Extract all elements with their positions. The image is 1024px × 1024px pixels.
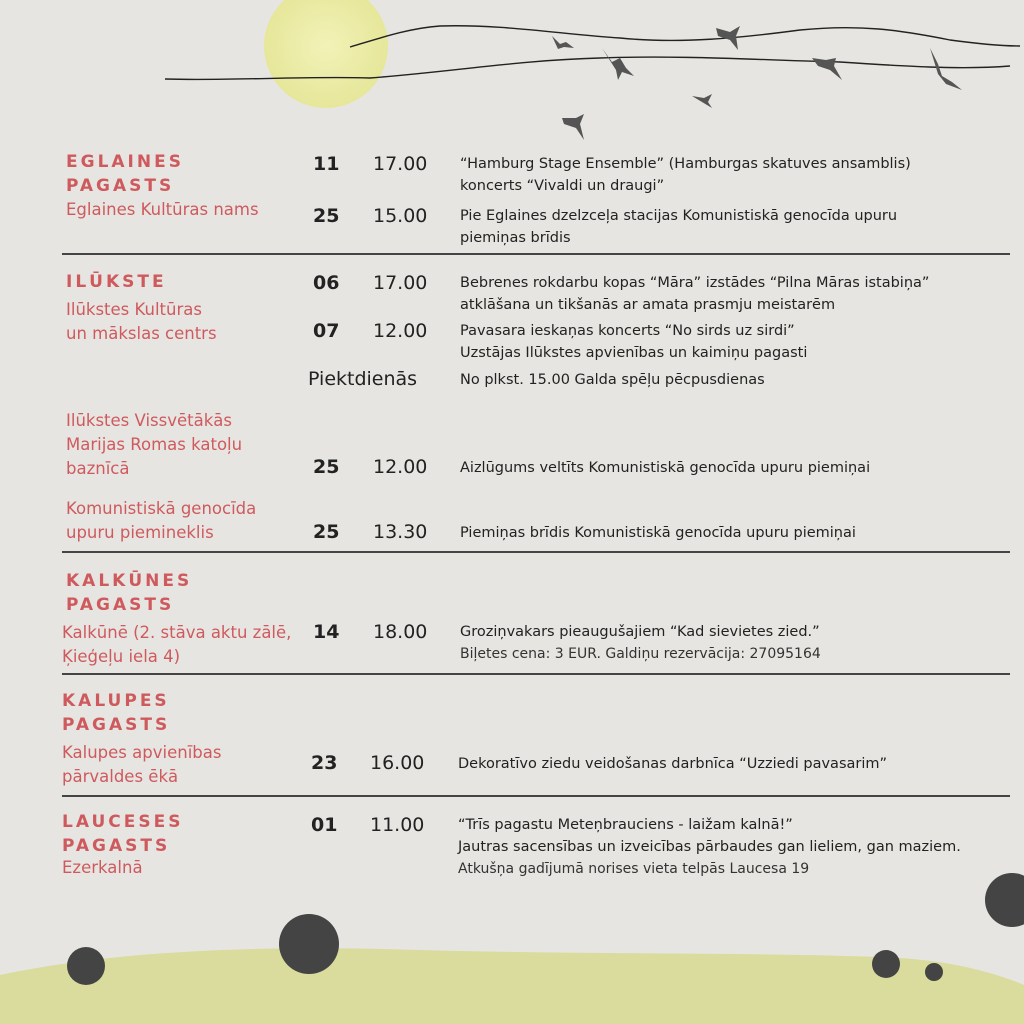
event-line: Pavasara ieskaņas koncerts “No sirds uz sirdi” [460,323,795,339]
event-description [460,205,897,249]
region-title-line: PAGASTS [66,176,175,196]
place-line: upuru piemineklis [66,523,214,542]
section-divider [62,551,1010,553]
event-line: Pie Eglaines dzelzceļa stacijas Komunistiskā genocīda upuru [460,208,898,224]
event-time: 18.00 [373,621,428,643]
event-time: 15.00 [373,205,428,227]
event-line: “Trīs pagastu Meteņbrauciens - laižam kalnā!” [458,817,793,833]
event-day: 07 [313,320,340,342]
event-day: 23 [311,752,338,774]
dot-icon [985,873,1024,927]
region-title-line: PAGASTS [66,595,175,615]
event-description [460,621,821,665]
event-description [460,320,807,364]
event-day: 25 [313,521,340,543]
event-time: 11.00 [370,814,425,836]
birds-icon [552,26,962,140]
event-time: 16.00 [370,752,425,774]
place-line: Kalkūnē (2. stāva aktu zālē, [62,623,292,642]
event-description [460,153,911,197]
event-line: atklāšana un tikšanās ar amata prasmju meistarēm [460,297,836,313]
dot-icon [872,950,900,978]
event-line: Bebrenes rokdarbu kopas “Māra” izstādes “Pilna Māras istabiņa” [460,275,930,291]
event-line: koncerts “Vivaldi un draugi” [460,178,665,194]
event-description [458,814,961,880]
event-line: Jautras sacensības un izveicības pārbaudes gan lieliem, gan maziem. [458,839,961,855]
kalupes-place [62,741,221,789]
event-line: Groziņvakars pieaugušajiem “Kad sievietes zied.” [460,624,820,640]
ilukste-place [66,298,217,346]
section-divider [62,253,1010,255]
event-day-label: Piektdienās [308,368,418,390]
region-title-line: KALKŪNES [66,571,193,591]
event-time: 17.00 [373,153,428,175]
event-day: 25 [313,205,340,227]
event-line: piemiņas brīdis [460,230,571,246]
eglaines-title [66,150,184,198]
event-description: Dekoratīvo ziedu veidošanas darbnīca “Uzziedi pavasarim” [458,756,888,772]
event-day: 25 [313,456,340,478]
ilukste-monument-place [66,497,256,545]
place-line: Kalupes apvienības [62,743,222,762]
ilukste-church-place [66,409,242,481]
event-day: 11 [313,153,340,175]
event-line: Biļetes cena: 3 EUR. Galdiņu rezervācija: 27095164 [460,646,821,662]
kalkunes-title [66,569,192,617]
region-title-line: LAUCESES [62,812,184,832]
region-title-line: EGLAINES [66,152,184,172]
ilukste-title: ILŪKSTE [66,272,167,292]
lauceses-title [62,810,183,858]
place-line: Komunistiskā genocīda [66,499,257,518]
event-day: 14 [313,621,340,643]
section-divider [62,795,1010,797]
place-line: Ilūkstes Kultūras [66,300,202,319]
place-line: Ilūkstes Vissvētākās [66,411,232,430]
event-description [460,272,929,316]
dot-icon [67,947,105,985]
mountain-line-icon [350,26,1020,47]
event-description: Piemiņas brīdis Komunistiskā genocīda upuru piemiņai [460,525,856,541]
event-day: 06 [313,272,340,294]
kalupes-title [62,689,170,737]
place-line: pārvaldes ēkā [62,767,179,786]
event-time: 12.00 [373,320,428,342]
place-line: baznīcā [66,459,130,478]
region-title-line: KALUPES [62,691,170,711]
event-time: 12.00 [373,456,428,478]
eglaines-place: Eglaines Kultūras nams [66,200,259,219]
hill-shape [0,948,1024,1024]
sun-icon [264,0,388,108]
event-time: 13.30 [373,521,428,543]
event-line: “Hamburg Stage Ensemble” (Hamburgas skatuves ansamblis) [460,156,911,172]
event-line: Uzstājas Ilūkstes apvienības un kaimiņu pagasti [460,345,808,361]
place-line: Ķieģeļu iela 4) [62,647,181,666]
place-line: un mākslas centrs [66,324,217,343]
place-line: Marijas Romas katoļu [66,435,243,454]
event-day: 01 [311,814,338,836]
event-line: Atkušņa gadījumā norises vieta telpās Laucesa 19 [458,861,810,877]
dot-icon [279,914,339,974]
lauceses-place: Ezerkalnā [62,858,143,877]
region-title-line: PAGASTS [62,836,171,856]
kalkunes-place [62,621,291,669]
dot-icon [925,963,943,981]
section-divider [62,673,1010,675]
event-description: Aizlūgums veltīts Komunistiskā genocīda upuru piemiņai [460,460,871,476]
event-description: No plkst. 15.00 Galda spēļu pēcpusdienas [460,372,765,388]
event-time: 17.00 [373,272,428,294]
region-title-line: PAGASTS [62,715,171,735]
